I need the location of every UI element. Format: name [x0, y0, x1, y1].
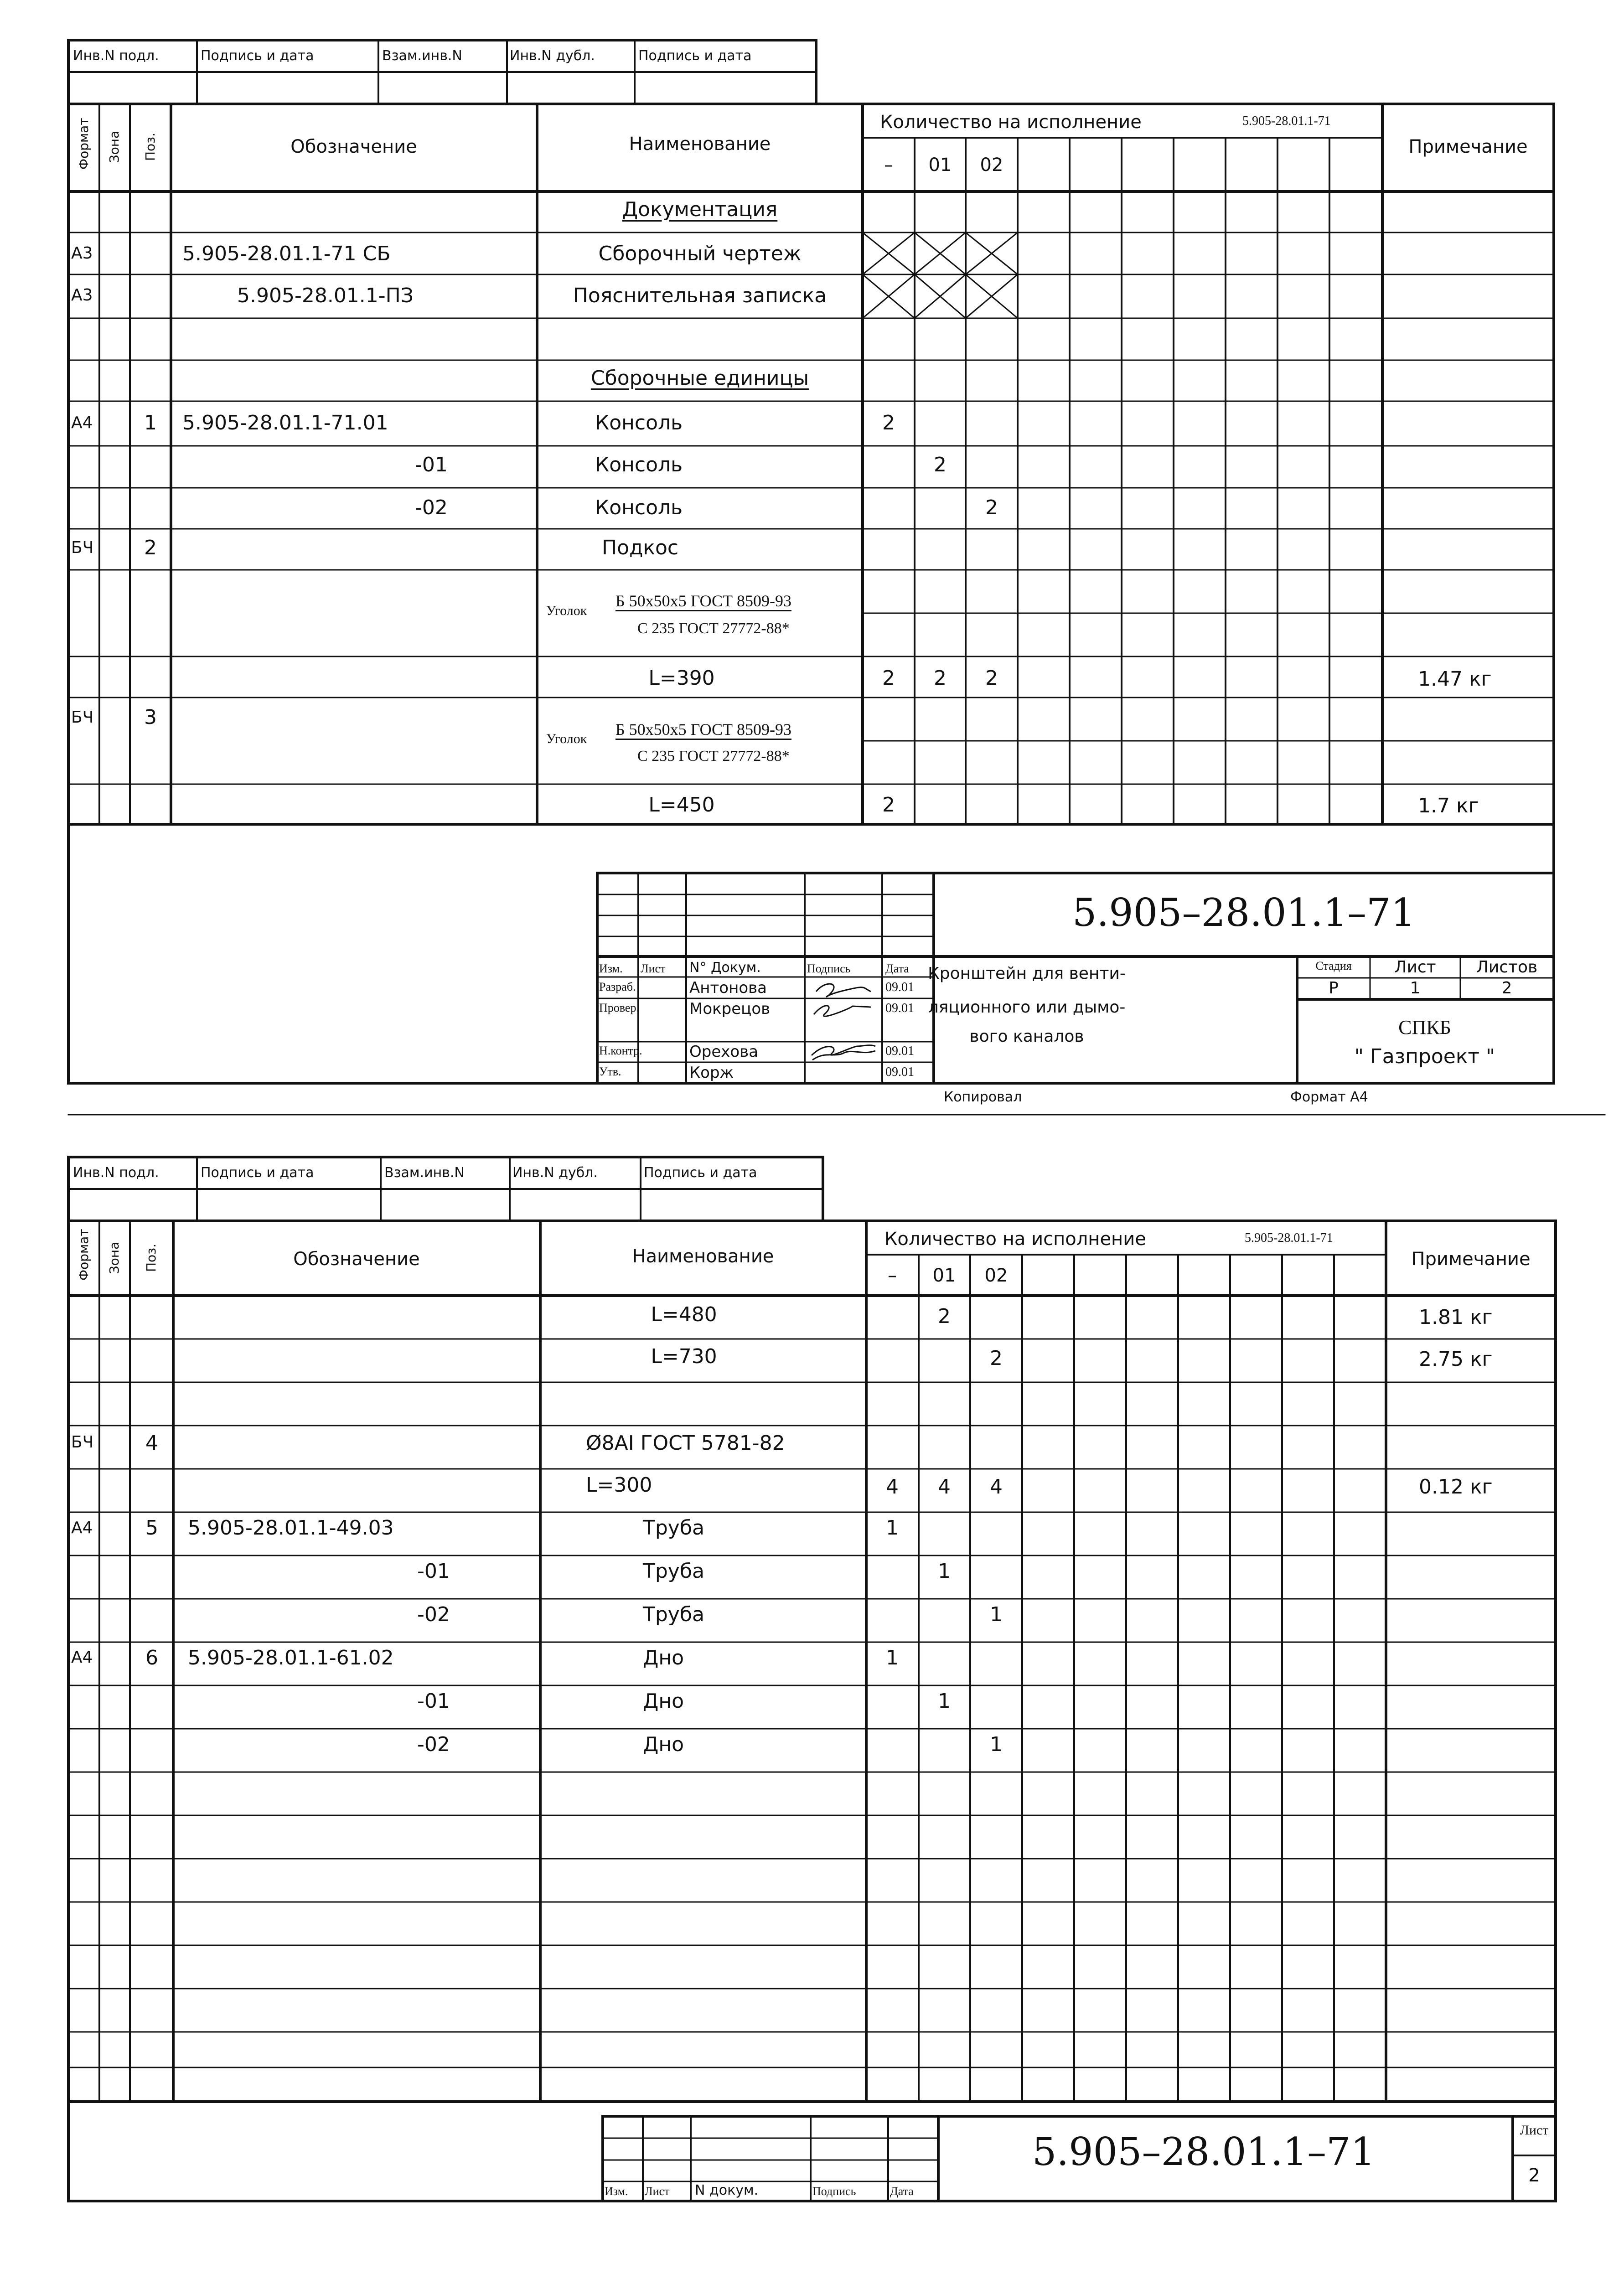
tb-date: 09.01 [885, 1001, 914, 1015]
row-pos: 1 [144, 411, 157, 434]
row-qty-02: 2 [990, 1347, 1003, 1370]
row-pos: 2 [144, 536, 157, 559]
row-note: 2.75 кг [1419, 1348, 1493, 1371]
angle-standard-bottom: С 235 ГОСТ 27772-88* [637, 620, 790, 637]
tb-hdr-sign: Подпись [812, 2185, 856, 2198]
row-pos: 6 [145, 1646, 158, 1669]
col-name-header: Наименование [632, 1246, 774, 1267]
row-name: Консоль [595, 411, 683, 434]
row-qty-base: 2 [882, 667, 895, 690]
tb-person: Мокрецов [689, 1000, 771, 1018]
qty-col-02: 02 [984, 1265, 1008, 1286]
row-format: БЧ [71, 1433, 94, 1452]
row-designation: 5.905-28.01.1-71 СБ [182, 242, 391, 265]
col-qty-header: Количество на исполнение [880, 112, 1142, 133]
col-format-header: Формат [76, 118, 91, 170]
document-code: 5.905–28.01.1–71 [1072, 890, 1415, 935]
angle-prefix: Уголок [546, 603, 587, 618]
row-name: Дно [643, 1690, 684, 1713]
tb-person: Корж [689, 1064, 734, 1082]
row-pos: 5 [145, 1516, 158, 1540]
row-qty-01: 1 [938, 1560, 951, 1583]
row-note: 0.12 кг [1419, 1475, 1493, 1499]
row-designation: -02 [417, 1603, 450, 1626]
tb-hdr-sheet: Лист [645, 2185, 670, 2198]
row-qty-01: 2 [934, 453, 946, 476]
row-name: L=390 [648, 667, 715, 690]
stamp-sign-date: Подпись и дата [201, 1165, 314, 1181]
row-format: БЧ [71, 708, 94, 727]
col-qty-header: Количество на исполнение [884, 1229, 1146, 1250]
row-qty-02: 4 [990, 1475, 1003, 1499]
col-qty-ref: 5.905-28.01.1-71 [1245, 1231, 1333, 1245]
row-name: Консоль [595, 453, 683, 476]
signature-image [807, 978, 880, 1062]
row-qty-02: 2 [985, 667, 998, 690]
row-name: Дно [643, 1646, 684, 1669]
tb-hdr-change: Изм. [605, 2185, 628, 2198]
col-pos-header: Поз. [144, 1244, 159, 1272]
row-designation: -01 [417, 1560, 450, 1583]
qty-col-base: – [884, 155, 893, 176]
row-note: 1.7 кг [1418, 794, 1479, 817]
row-designation: -01 [415, 453, 448, 476]
section-documentation: Документация [622, 198, 778, 221]
row-qty-01: 4 [938, 1475, 951, 1499]
row-format: А3 [71, 286, 93, 305]
row-pos: 3 [144, 706, 157, 729]
tb-person: Орехова [689, 1043, 759, 1061]
row-format: БЧ [71, 538, 94, 557]
row-qty-01: 2 [938, 1305, 951, 1328]
stage-label: Стадия [1315, 959, 1352, 972]
row-qty-02: 1 [990, 1603, 1003, 1626]
row-qty-01: 2 [934, 667, 946, 690]
tb-hdr-doc: N докум. [695, 2182, 759, 2198]
row-designation: -02 [417, 1733, 450, 1756]
row-name: L=450 [648, 793, 715, 817]
col-name-header: Наименование [629, 134, 771, 155]
row-qty-base: 2 [882, 411, 895, 434]
row-name: Сборочный чертеж [598, 242, 802, 265]
sheet-value: 2 [1528, 2165, 1540, 2186]
stamp-inv-dup: Инв.N дубл. [510, 48, 595, 64]
row-format: А3 [71, 244, 93, 263]
col-pos-header: Поз. [143, 133, 158, 161]
tb-date: 09.01 [885, 1044, 914, 1058]
angle-standard-bottom: С 235 ГОСТ 27772-88* [637, 748, 790, 765]
row-name: Пояснительная записка [573, 284, 827, 307]
tb-hdr-sheet: Лист [641, 962, 666, 975]
qty-col-base: – [888, 1265, 897, 1286]
row-designation: -01 [417, 1690, 450, 1713]
row-designation: 5.905-28.01.1-49.03 [188, 1516, 394, 1540]
col-designation-header: Обозначение [293, 1249, 420, 1270]
col-note-header: Примечание [1408, 136, 1528, 157]
title-line: Кронштейн для венти- [928, 964, 1126, 983]
organization-subname: " Газпроект " [1354, 1045, 1495, 1068]
col-note-header: Примечание [1411, 1249, 1531, 1270]
qty-col-01: 01 [932, 1265, 956, 1286]
tb-hdr-date: Дата [890, 2185, 914, 2198]
stamp-replaced-inv: Взам.инв.N [384, 1165, 465, 1181]
angle-standard-top: Б 50х50х5 ГОСТ 8509-93 [615, 720, 792, 739]
row-name: Труба [643, 1516, 704, 1540]
row-designation: 5.905-28.01.1-61.02 [188, 1646, 394, 1669]
row-name: Консоль [595, 496, 683, 519]
sheet-label: Лист [1394, 958, 1436, 977]
stamp-inv-orig: Инв.N подл. [73, 1165, 159, 1181]
sheets-label: Листов [1476, 958, 1538, 977]
row-qty-02: 1 [990, 1733, 1003, 1756]
tb-role: Разраб. [599, 980, 636, 993]
qty-col-02: 02 [980, 155, 1003, 176]
organization-name: СПКБ [1398, 1016, 1451, 1039]
tb-role: Н.контр. [599, 1044, 642, 1057]
col-format-header: Формат [76, 1229, 91, 1281]
row-designation: 5.905-28.01.1-ПЗ [237, 284, 414, 307]
row-note: 1.47 кг [1418, 667, 1492, 691]
tb-date: 09.01 [885, 980, 914, 994]
row-name: L=730 [651, 1345, 717, 1368]
row-name: L=300 [586, 1473, 652, 1497]
row-designation: 5.905-28.01.1-71.01 [182, 411, 388, 434]
tb-hdr-date: Дата [885, 962, 909, 975]
row-name: Ø8АI ГОСТ 5781-82 [586, 1431, 785, 1455]
row-name: Подкос [602, 536, 679, 559]
stamp-sign-date: Подпись и дата [201, 48, 314, 64]
tb-role: Провер. [599, 1001, 639, 1014]
row-format: А4 [71, 1519, 93, 1537]
row-name: Труба [643, 1560, 704, 1583]
row-qty-02: 2 [985, 496, 998, 519]
tb-hdr-doc: N° Докум. [689, 960, 761, 976]
title-line: ляционного или дымо- [928, 998, 1126, 1017]
format-label: Формат А4 [1290, 1089, 1368, 1105]
row-qty-base: 2 [882, 793, 895, 817]
angle-prefix: Уголок [546, 731, 587, 746]
row-name: Дно [643, 1733, 684, 1756]
col-zone-header: Зона [107, 1241, 122, 1274]
row-pos: 4 [145, 1431, 158, 1455]
row-name: L=480 [651, 1303, 717, 1326]
tb-person: Антонова [689, 979, 767, 997]
row-qty-01: 1 [938, 1690, 951, 1713]
stamp-inv-dup: Инв.N дубл. [512, 1165, 598, 1181]
row-format: А4 [71, 1648, 93, 1667]
title-line: вого каналов [969, 1027, 1084, 1046]
copied-label: Копировал [944, 1089, 1022, 1105]
angle-standard-top: Б 50х50х5 ГОСТ 8509-93 [615, 592, 792, 610]
col-designation-header: Обозначение [290, 136, 417, 157]
row-designation: -02 [415, 496, 448, 519]
row-note: 1.81 кг [1419, 1306, 1493, 1329]
tb-hdr-change: Изм. [599, 962, 623, 975]
row-qty-base: 4 [886, 1475, 899, 1499]
tb-role: Утв. [599, 1065, 621, 1078]
row-name: Труба [643, 1603, 704, 1626]
row-format: А4 [71, 413, 93, 432]
stamp-sign-date-2: Подпись и дата [638, 48, 752, 64]
col-qty-ref: 5.905-28.01.1-71 [1242, 114, 1331, 128]
sheet-value: 1 [1410, 979, 1421, 997]
col-zone-header: Зона [107, 130, 122, 163]
qty-col-01: 01 [928, 155, 952, 176]
section-assembly-units: Сборочные единицы [590, 367, 809, 390]
document-code: 5.905–28.01.1–71 [1032, 2129, 1375, 2174]
tb-hdr-sign: Подпись [807, 962, 851, 975]
stamp-inv-orig: Инв.N подл. [73, 48, 159, 64]
row-qty-base: 1 [886, 1646, 899, 1669]
sheet-label: Лист [1520, 2123, 1549, 2138]
tb-date: 09.01 [885, 1065, 914, 1079]
sheets-value: 2 [1501, 979, 1512, 997]
row-qty-base: 1 [886, 1516, 899, 1540]
stamp-sign-date-2: Подпись и дата [644, 1165, 757, 1181]
stamp-replaced-inv: Взам.инв.N [382, 48, 462, 64]
stage-value: Р [1329, 979, 1339, 997]
